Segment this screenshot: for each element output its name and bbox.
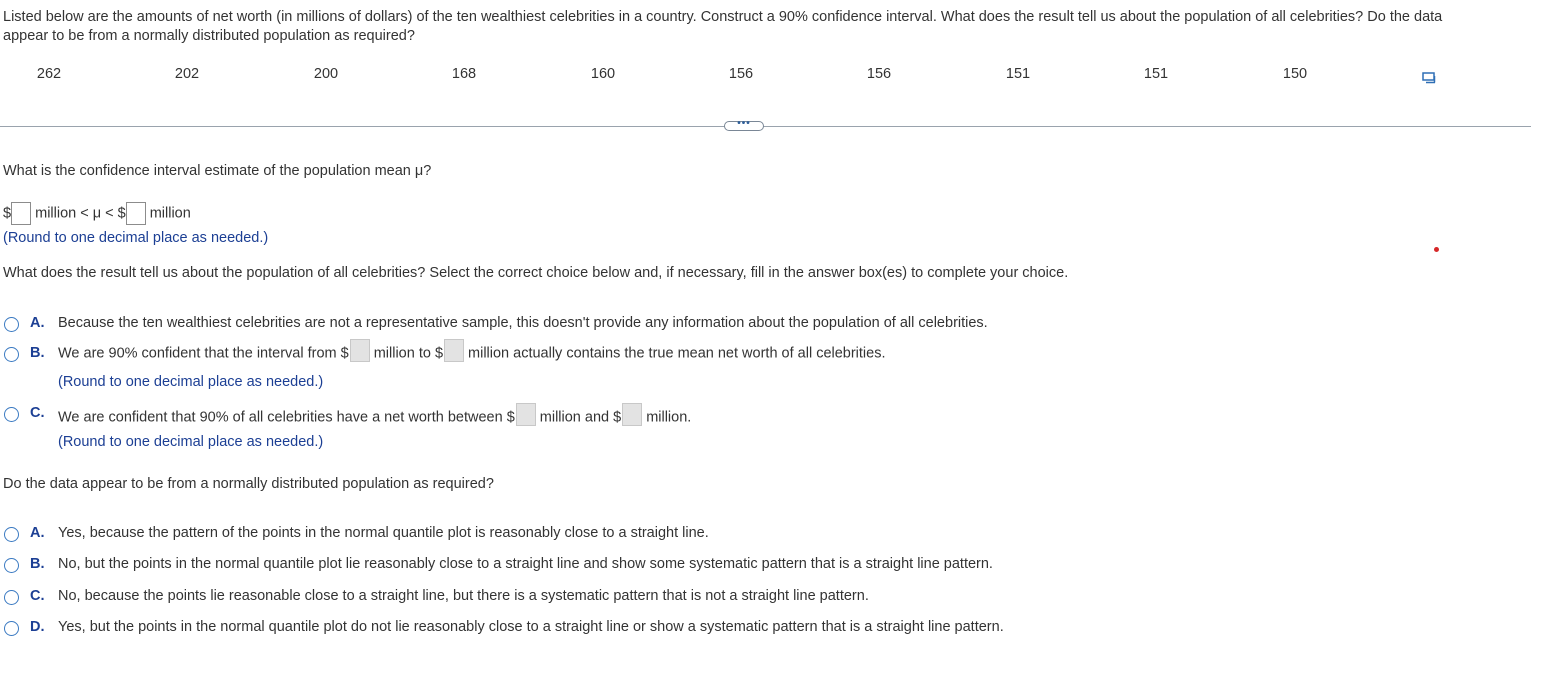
choice-text: No, because the points lie reasonable close to a straight line, but there is a systematic pattern that is not a straight line pattern. — [58, 588, 869, 604]
choice-text: Yes, but the points in the normal quantile plot do not lie reasonably close to a straight line or show a systematic pattern that is a straight line pattern. — [58, 619, 1004, 635]
choice-letter: C. — [30, 588, 45, 604]
status-indicator-dot — [1434, 247, 1439, 252]
choice-text: No, but the points in the normal quantile plot lie reasonably close to a straight line and show some systematic pattern that is a straight line pattern. — [58, 556, 993, 572]
data-value: 156 — [866, 66, 892, 82]
round-note: (Round to one decimal place as needed.) — [3, 230, 269, 246]
data-table-row — [0, 66, 1543, 88]
data-value: 151 — [1005, 66, 1031, 82]
choice-b-lower-input[interactable] — [350, 339, 370, 362]
choice-b-upper-input[interactable] — [444, 339, 464, 362]
section-divider — [0, 126, 1531, 127]
data-value: 150 — [1282, 66, 1308, 82]
choice-letter: B. — [30, 556, 45, 572]
normality-choice-c[interactable] — [0, 586, 1543, 610]
problem-statement: Listed below are the amounts of net worth (in millions of dollars) of the ten wealthiest celebrities in a country. Construct a 90% confidence interval. What does the result tell us about the population of all celebrities? Do the data appear to be from a normally distributed population as required? — [3, 9, 1443, 44]
data-value: 202 — [174, 66, 200, 82]
choice-letter: A. — [30, 525, 45, 541]
choice-text-row — [58, 409, 691, 426]
data-value: 168 — [451, 66, 477, 82]
radio-button[interactable] — [4, 590, 19, 605]
radio-button[interactable] — [4, 621, 19, 636]
copy-icon[interactable] — [1422, 72, 1436, 84]
choice-a[interactable] — [0, 312, 1543, 336]
choice-c-upper-input[interactable] — [622, 403, 642, 426]
choice-text-pre: We are 90% confident that the interval from $ — [58, 345, 349, 362]
part3-question: Do the data appear to be from a normally distributed population as required? — [3, 476, 494, 492]
choice-letter: B. — [30, 345, 45, 361]
part1-question: What is the confidence interval estimate of the population mean μ? — [3, 163, 432, 179]
data-value: 151 — [1143, 66, 1169, 82]
normality-choice-d[interactable] — [0, 617, 1543, 641]
choice-text-post: million actually contains the true mean net worth of all celebrities. — [468, 345, 886, 362]
choice-c-lower-input[interactable] — [516, 403, 536, 426]
radio-button[interactable] — [4, 347, 19, 362]
radio-button[interactable] — [4, 317, 19, 332]
lower-bound-input[interactable] — [11, 202, 31, 225]
interval-end-text: million — [149, 205, 191, 222]
data-value: 156 — [728, 66, 754, 82]
round-note: (Round to one decimal place as needed.) — [58, 434, 324, 450]
interval-answer-row — [3, 202, 191, 225]
upper-bound-input[interactable] — [126, 202, 146, 225]
normality-choice-b[interactable] — [0, 554, 1543, 578]
radio-button[interactable] — [4, 558, 19, 573]
choice-letter: A. — [30, 315, 45, 331]
round-note: (Round to one decimal place as needed.) — [58, 374, 324, 390]
choice-text-mid: million and $ — [539, 409, 622, 426]
choice-text-post: million. — [646, 409, 692, 426]
choice-b[interactable] — [0, 344, 1543, 394]
data-value: 262 — [36, 66, 62, 82]
choice-letter: D. — [30, 619, 45, 635]
normality-choice-a[interactable] — [0, 523, 1543, 547]
data-value: 200 — [313, 66, 339, 82]
choice-text-row — [58, 345, 886, 362]
choice-text: Because the ten wealthiest celebrities are not a representative sample, this doesn't provide any information about the population of all celebrities. — [58, 315, 988, 331]
choice-letter: C. — [30, 405, 45, 421]
dollar-sign: $ — [3, 205, 12, 222]
choice-text-pre: We are confident that 90% of all celebrities have a net worth between $ — [58, 409, 515, 426]
choice-text: Yes, because the pattern of the points in the normal quantile plot is reasonably close to a straight line. — [58, 525, 709, 541]
interval-mid-text: million < μ < $ — [35, 205, 126, 222]
choice-text-mid: million to $ — [373, 345, 444, 362]
expand-button[interactable]: ••• — [724, 121, 764, 131]
radio-button[interactable] — [4, 407, 19, 422]
choice-c[interactable] — [0, 404, 1543, 454]
radio-button[interactable] — [4, 527, 19, 542]
data-value: 160 — [590, 66, 616, 82]
part2-question: What does the result tell us about the population of all celebrities? Select the correct choice below and, if necessary, fill in the answer box(es) to complete your choice. — [3, 265, 1069, 281]
